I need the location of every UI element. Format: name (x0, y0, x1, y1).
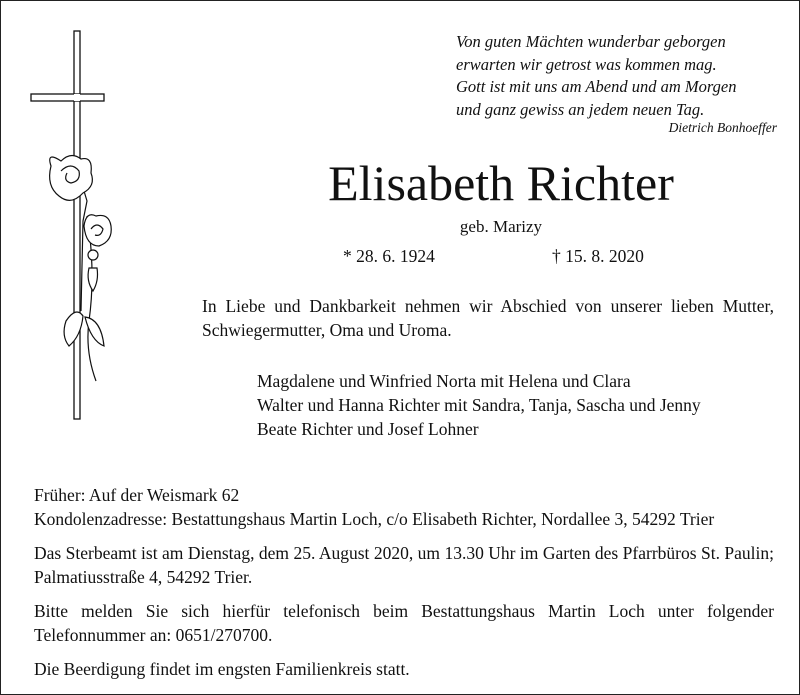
birth-date: * 28. 6. 1924 (343, 246, 435, 266)
registration-info: Bitte melden Sie sich hierfür telefonisch beim Bestattungshaus Martin Loch unter folgender Telefonnummer an: 0651/270700. (34, 601, 774, 645)
mourner: Magdalene und Winfried Norta mit Helena und Clara (257, 371, 631, 391)
poem-line: Gott ist mit uns am Abend und am Morgen (456, 77, 737, 96)
condolence-address: Kondolenzadresse: Bestattungshaus Martin Loch, c/o Elisabeth Richter, Nordallee 3, 54292 Trier (34, 509, 715, 529)
info-section (34, 483, 774, 681)
poem-line: und ganz gewiss an jedem neuen Tag. (456, 99, 705, 119)
burial-info: Die Beerdigung findet im engsten Familienkreis statt. (34, 659, 410, 679)
poem-author: Dietrich Bonhoeffer (668, 120, 777, 135)
death-date: † 15. 8. 2020 (552, 246, 644, 266)
mourner: Beate Richter und Josef Lohner (257, 419, 479, 439)
cross-with-roses-icon (1, 1, 141, 431)
mourners-list (257, 369, 701, 441)
poem (456, 31, 776, 121)
deceased-name: Elisabeth Richter (328, 155, 674, 211)
maiden-name: geb. Marizy (459, 217, 543, 236)
poem-line: Von guten Mächten wunderbar geborgen (456, 32, 726, 51)
intro-text: In Liebe und Dankbarkeit nehmen wir Abschied von unserer lieben Mutter, Schwiegermutter, Oma und Uroma. (202, 296, 774, 340)
mourner: Walter und Hanna Richter mit Sandra, Tanja, Sascha und Jenny (257, 395, 701, 415)
poem-line: erwarten wir getrost was kommen mag. (456, 54, 717, 74)
former-address: Früher: Auf der Weismark 62 (34, 485, 240, 505)
service-info: Das Sterbeamt ist am Dienstag, dem 25. August 2020, um 13.30 Uhr im Garten des Pfarrbüros St. Paulin; Palmatiusstraße 4, 54292 Trier. (34, 543, 774, 587)
